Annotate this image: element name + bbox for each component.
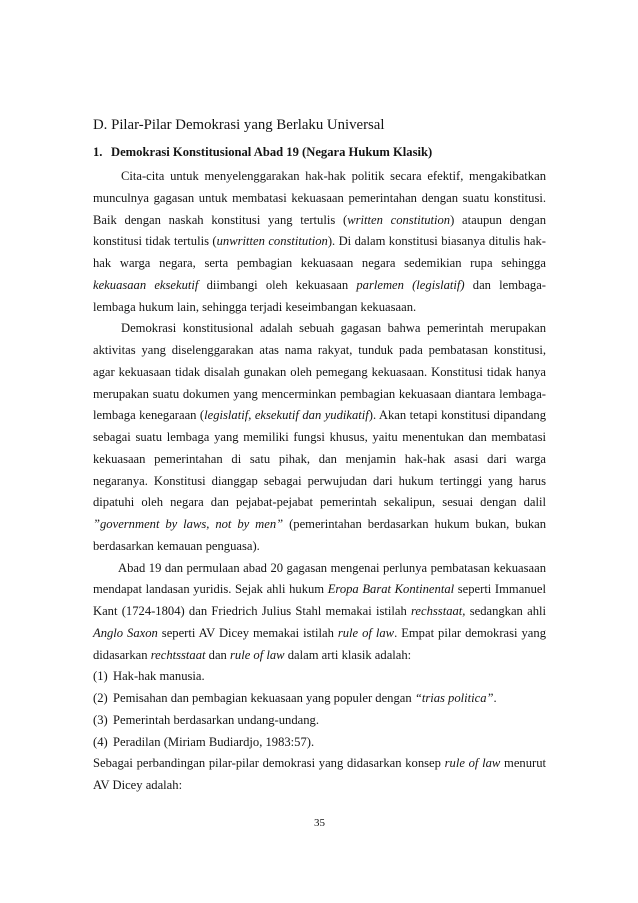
- text-line: [93, 492, 546, 514]
- text-line: [93, 427, 546, 449]
- line-content: [93, 648, 411, 662]
- text-line: [93, 362, 546, 384]
- text-line: [93, 449, 546, 471]
- line-content: [121, 321, 546, 335]
- text-line: [93, 275, 546, 297]
- paragraph: [93, 166, 546, 318]
- italic-term: rule of law: [230, 647, 285, 662]
- line-content: [93, 604, 546, 618]
- numbered-list: [93, 666, 546, 753]
- text-line: [93, 514, 546, 536]
- text-segment: munculnya gagasan untuk membatasi kekuasaan pemerintahan dengan suatu konstitusi.: [93, 190, 546, 205]
- list-item: [93, 666, 546, 688]
- line-content: [93, 452, 546, 466]
- text-segment: hak warga negara, serta pembagian kekuasaan negara sedemikian rupa sehingga: [93, 256, 546, 270]
- text-segment: negaranya. Konstitusi dianggap sebagai perwujudan dari hukum tertinggi yang harus: [93, 473, 546, 488]
- line-content: [93, 430, 546, 444]
- text-segment: sebagai suatu lembaga yang memiliki fungsi khusus, yaitu menentukan dan membatasi: [93, 430, 546, 444]
- list-item: [93, 732, 546, 754]
- text-segment: AV Dicey adalah:: [93, 778, 183, 792]
- line-content: [121, 169, 546, 183]
- text-line: [93, 558, 546, 580]
- line-content: [93, 756, 546, 770]
- list-item: [93, 710, 546, 732]
- text-segment: . Empat pilar demokrasi yang: [394, 625, 546, 640]
- text-segment: kekuasaan pemerintahan di satu pihak, dan menjamin hak-hak asasi dari warga: [93, 451, 546, 466]
- text-line: [93, 210, 546, 232]
- text-line: [93, 384, 546, 406]
- subsection-heading: [93, 144, 432, 160]
- text-line: [93, 579, 546, 601]
- text-segment: konstitusi tidak tertulis (: [93, 234, 217, 249]
- line-content: [118, 561, 546, 575]
- italic-term: rechtsstaat: [150, 647, 206, 662]
- italic-term: ”government by laws, not by men”: [93, 517, 284, 531]
- subsection-number: 1.: [93, 145, 103, 159]
- text-line: [93, 471, 546, 493]
- list-item-number: (2): [93, 691, 108, 705]
- italic-term: unwritten constitution: [216, 234, 328, 249]
- line-content: [93, 213, 546, 227]
- text-line: [93, 188, 546, 210]
- line-content: [93, 626, 546, 640]
- paragraph: [93, 558, 546, 667]
- text-segment: ) ataupun dengan: [450, 212, 546, 227]
- line-content: [93, 343, 546, 357]
- subsection-title: Demokrasi Konstitusional Abad 19 (Negara Hukum Klasik): [111, 145, 433, 159]
- section-heading: D. Pilar-Pilar Demokrasi yang Berlaku Universal: [93, 117, 385, 133]
- text-segment: diimbangi oleh kekuasaan: [198, 277, 357, 292]
- text-segment: Pemerintah berdasarkan undang-undang.: [113, 712, 319, 727]
- italic-term: “trias politica”: [414, 691, 494, 705]
- text-segment: Baik dengan naskah konstitusi yang tertulis (: [93, 212, 348, 227]
- line-content: [93, 234, 546, 248]
- text-segment: aktivitas yang diselenggarakan atas nama rakyat, tunduk pada pembatasan konstitusi,: [93, 343, 546, 357]
- text-line: [93, 775, 546, 797]
- text-segment: seperti AV Dicey memakai istilah: [157, 625, 338, 640]
- list-item-number: (3): [93, 712, 108, 727]
- text-line: [93, 623, 546, 645]
- text-segment: ). Di dalam konstitusi biasanya ditulis hak-: [327, 234, 546, 249]
- italic-term: Anglo Saxon: [93, 625, 158, 640]
- line-content: [93, 517, 546, 531]
- text-segment: dalam arti klasik adalah:: [284, 647, 412, 662]
- page-number: 35: [314, 817, 325, 829]
- text-segment: Kant (1724-1804) dan Friedrich Julius Stahl memakai istilah: [93, 604, 411, 618]
- text-line: [93, 601, 546, 623]
- line-content: [93, 582, 546, 596]
- line-content: [93, 387, 546, 401]
- text-segment: dan: [205, 647, 230, 662]
- text-segment: dan lembaga-: [464, 277, 546, 292]
- italic-term: Eropa Barat Kontinental: [327, 582, 455, 597]
- line-content: [93, 278, 546, 292]
- line-content: [93, 539, 260, 553]
- italic-term: legislatif, eksekutif dan yudikatif: [204, 408, 369, 423]
- text-line: [93, 645, 546, 667]
- italic-term: kekuasaan eksekutif: [93, 277, 199, 292]
- text-segment: (pemerintahan berdasarkan hukum bukan, bukan: [283, 517, 546, 531]
- text-segment: berdasarkan kemauan penguasa).: [93, 538, 260, 553]
- list-item-number: (4): [93, 734, 108, 749]
- list-item: [93, 688, 546, 710]
- paragraph: [93, 318, 546, 557]
- text-segment: Sebagai perbandingan pilar-pilar demokrasi yang didasarkan konsep: [93, 756, 445, 771]
- text-segment: ). Akan tetapi konstitusi dipandang: [368, 408, 547, 423]
- italic-term: written constitution: [347, 212, 451, 227]
- text-segment: dipatuhi oleh negara dan pejabat-pejabat pemerintah sekalipun, sesuai dengan dalil: [93, 495, 546, 510]
- text-line: [93, 297, 546, 319]
- text-line: [93, 536, 546, 558]
- text-segment: .: [493, 691, 497, 705]
- line-content: [93, 256, 546, 270]
- italic-term: rule of law: [444, 756, 501, 771]
- line-content: [93, 408, 546, 422]
- text-line: [93, 166, 546, 188]
- line-content: [93, 495, 546, 509]
- text-segment: seperti Immanuel: [454, 582, 546, 597]
- text-segment: mendapat landasan yuridis. Sejak ahli hukum: [93, 582, 328, 597]
- line-content: [93, 474, 546, 488]
- text-segment: Demokrasi konstitusional adalah sebuah gagasan bahwa pemerintah merupakan: [121, 321, 546, 336]
- line-content: [93, 365, 546, 379]
- text-line: [93, 405, 546, 427]
- text-segment: lembaga kenegaraan (: [93, 408, 205, 423]
- text-segment: lembaga hukum lain, sehingga terjadi keseimbangan kekuasaan.: [93, 299, 417, 314]
- text-line: [93, 340, 546, 362]
- italic-term: rechsstaat,: [411, 604, 466, 618]
- text-segment: agar kekuasaan tidak disalah gunakan oleh pemegang kekuasaan. Konstitusi tidak hanya: [93, 364, 546, 379]
- text-line: [93, 231, 546, 253]
- line-content: [93, 300, 416, 314]
- italic-term: rule of law: [337, 625, 395, 640]
- text-segment: Pemisahan dan pembagian kekuasaan yang populer dengan: [113, 691, 415, 705]
- text-segment: Cita-cita untuk menyelenggarakan hak-hak politik secara efektif, mengakibatkan: [121, 169, 546, 183]
- text-segment: didasarkan: [93, 647, 151, 662]
- text-segment: menurut: [500, 756, 547, 771]
- paragraph: [93, 753, 546, 797]
- italic-term: parlemen (legislatif): [356, 277, 465, 292]
- text-segment: Hak-hak manusia.: [113, 669, 205, 684]
- line-content: [93, 778, 182, 792]
- text-line: [93, 753, 546, 775]
- text-segment: Abad 19 dan permulaan abad 20 gagasan mengenai perlunya pembatasan kekuasaan: [118, 560, 546, 575]
- list-item-number: (1): [93, 669, 108, 684]
- text-segment: Peradilan (Miriam Budiardjo, 1983:57).: [113, 734, 315, 749]
- text-segment: merupakan suatu dokumen yang mencerminkan pembagian kekuasaan diantara lembaga-: [93, 386, 546, 401]
- line-content: [93, 191, 546, 205]
- text-line: [93, 253, 546, 275]
- body-text: [93, 166, 546, 797]
- text-line: [93, 318, 546, 340]
- text-segment: sedangkan ahli: [465, 604, 546, 618]
